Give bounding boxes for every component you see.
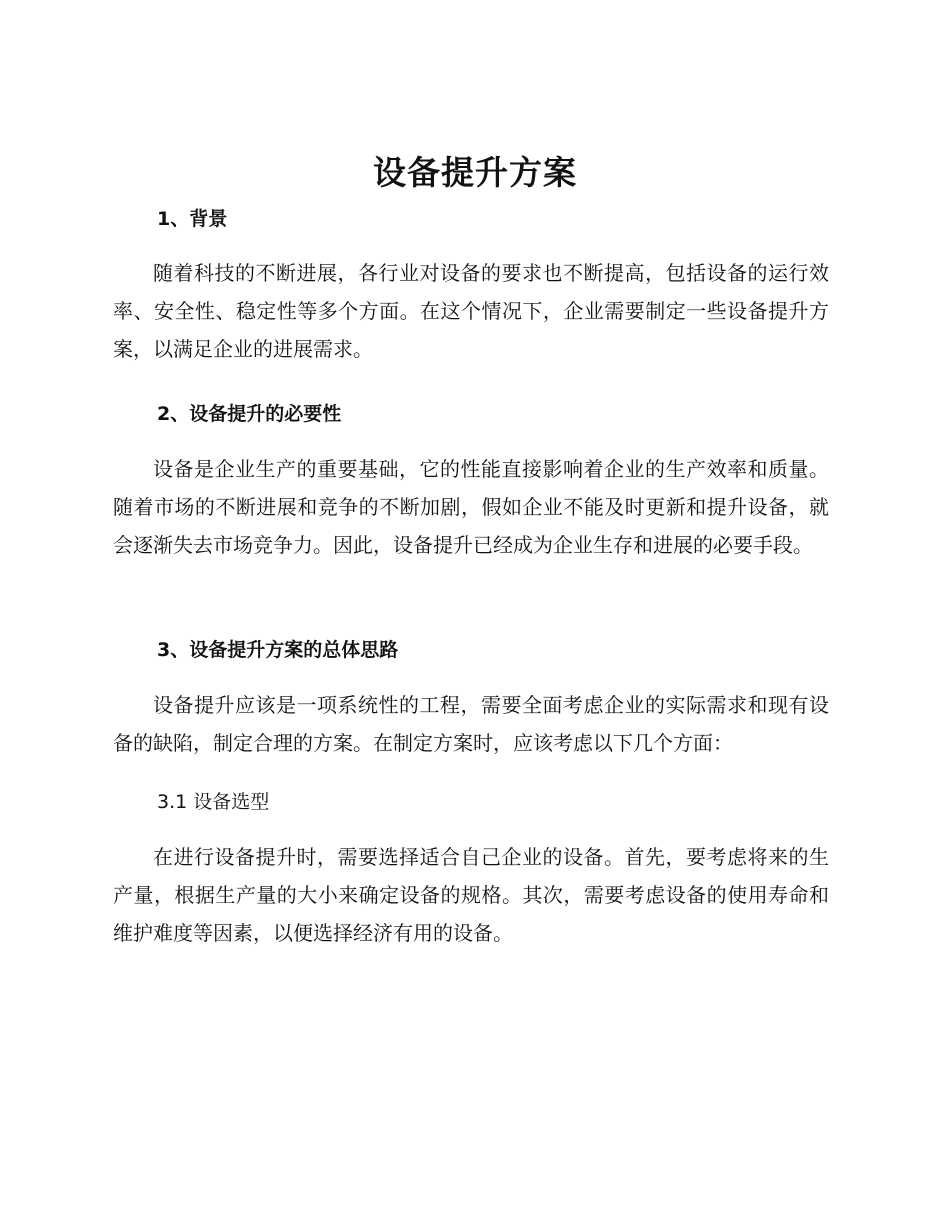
subsection-body-equipment-selection: 在进行设备提升时，需要选择适合自己企业的设备。首先，要考虑将来的生产量，根据生产量的大小来确定设备的规格。其次，需要考虑设备的使用寿命和维护难度等因素，以便选择经济有用的设备。 xyxy=(113,845,829,945)
section-body-necessity: 设备是企业生产的重要基础，它的性能直接影响着企业的生产效率和质量。随着市场的不断进展和竞争的不断加剧，假如企业不能及时更新和提升设备，就会逐渐失去市场竞争力。因此，设备提升已经成为企业生存和进展的必要手段。 xyxy=(113,457,829,557)
section-heading-overall-approach: 3、设备提升方案的总体思路 xyxy=(157,639,399,661)
section-body-overall-approach: 设备提升应该是一项系统性的工程，需要全面考虑企业的实际需求和现有设备的缺陷，制定合理的方案。在制定方案时，应该考虑以下几个方面： xyxy=(113,693,829,755)
section-heading-background: 1、背景 xyxy=(157,208,228,230)
document-title: 设备提升方案 xyxy=(373,153,577,192)
section-heading-necessity: 2、设备提升的必要性 xyxy=(157,403,342,425)
section-body-background: 随着科技的不断进展，各行业对设备的要求也不断提高，包括设备的运行效率、安全性、稳定性等多个方面。在这个情况下，企业需要制定一些设备提升方案，以满足企业的进展需求。 xyxy=(113,261,829,361)
subsection-heading-equipment-selection: 3.1 设备选型 xyxy=(157,791,270,813)
